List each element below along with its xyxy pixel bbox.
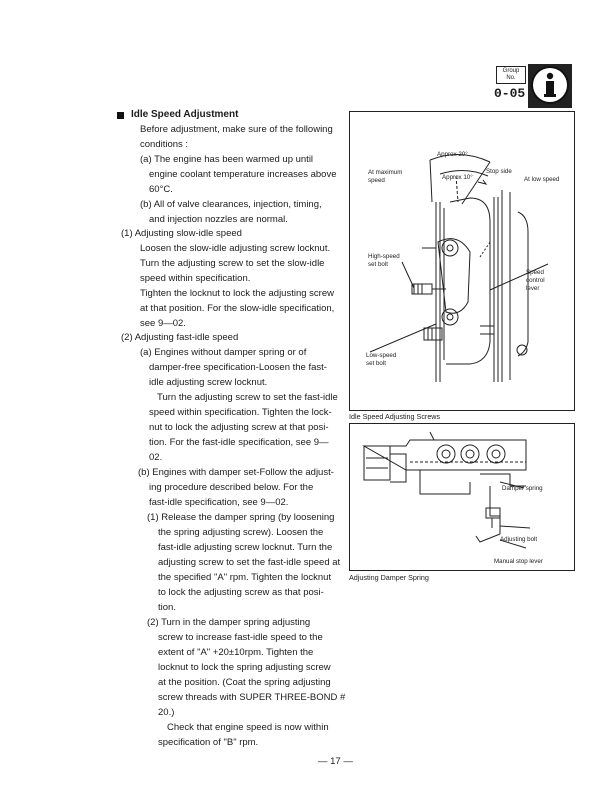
figure2-caption: Adjusting Damper Spring (349, 573, 429, 582)
figure1-caption: Idle Speed Adjusting Screws (349, 412, 441, 421)
body-line: speed within specification. Tighten the lock- (149, 407, 332, 418)
low-speed-set-bolt-label: set bolt (366, 360, 386, 367)
body-line: speed within specification. (140, 273, 251, 284)
body-line: the spring adjusting screw). Loosen the (158, 527, 324, 538)
body-line: Loosen the slow-idle adjusting screw locknut. (140, 243, 331, 254)
body-line: fast-idle adjusting screw locknut. Turn the (158, 542, 333, 553)
adjusting-bolt-label: Adjusting bolt (500, 536, 538, 543)
page-number: — 17 — (318, 756, 353, 767)
at-maximum-speed-label: speed (368, 177, 385, 184)
approx-10-label: Approx 10° (442, 174, 473, 181)
speed-label: Speed (526, 269, 544, 276)
group-no-label: No. (506, 75, 516, 81)
section-bullet-icon (117, 112, 124, 119)
approx-20-label: Approx 20° (437, 151, 468, 158)
body-line: conditions : (140, 139, 189, 150)
body-line: see 9—02. (140, 318, 186, 329)
body-line: the specified "A" rpm. Tighten the locknut (158, 572, 332, 583)
body-line: engine coolant temperature increases above (149, 169, 337, 180)
body-line: (1) Adjusting slow-idle speed (121, 228, 242, 239)
body-line: tion. (158, 602, 176, 613)
idle-speed-figure (349, 111, 575, 411)
body-line: (1) Release the damper spring (by loosening (147, 512, 335, 523)
at-low-speed-label: At low speed (524, 176, 560, 183)
body-line: damper-free specification-Loosen the fast- (149, 362, 327, 373)
body-line: 20.) (158, 707, 175, 718)
body-line: extent of "A" +20±10rpm. Tighten the (158, 647, 314, 658)
body-line: 60°C. (149, 184, 173, 195)
body-line: ing procedure described below. For the (149, 482, 314, 493)
body-line: (b) All of valve clearances, injection, timing, (140, 199, 322, 210)
high-speed-label: High-speed (368, 253, 400, 260)
body-line: to lock the adjusting screw as that posi- (158, 587, 324, 598)
damper-spring-label: Damper spring (502, 485, 543, 492)
control-label: control (526, 277, 545, 284)
stop-side-label: Stop side (486, 168, 512, 175)
damper-spring-diagram (350, 424, 574, 570)
body-line: screw threads with SUPER THREE-BOND # (158, 692, 346, 703)
body-line: Turn the adjusting screw to set the slow-idle (140, 258, 325, 269)
body-line: Before adjustment, make sure of the following (140, 124, 333, 135)
at-maximum-label: At maximum (368, 169, 403, 176)
group-code: 0-05 (494, 86, 526, 101)
body-line: at that position. For the slow-idle specification, (140, 303, 335, 314)
body-line: Tighten the locknut to lock the adjusting screw (140, 288, 334, 299)
section-title: Idle Speed Adjustment (131, 109, 239, 120)
body-line: at the position. (Coat the spring adjusting (158, 677, 331, 688)
body-line: (2) Turn in the damper spring adjusting (147, 617, 311, 628)
group-label: Group (502, 68, 520, 74)
body-line: locknut to lock the spring adjusting screw (158, 662, 331, 673)
body-line: adjusting screw to set the fast-idle speed at (158, 557, 341, 568)
body-line: (b) Engines with damper set-Follow the adjust- (138, 467, 334, 478)
body-line: fast-idle specification, see 9—02. (149, 497, 289, 508)
body-line: (a) The engine has been warmed up until (140, 154, 314, 165)
body-line: nut to lock the adjusting screw at that posi- (149, 422, 329, 433)
body-line: tion. For the fast-idle specification, see 9— (149, 437, 329, 448)
body-line: Check that engine speed is now within (167, 722, 329, 733)
body-line: Turn the adjusting screw to set the fast-idle (157, 392, 338, 403)
body-line: idle adjusting screw locknut. (149, 377, 268, 388)
info-icon (531, 66, 569, 104)
body-line: and injection nozzles are normal. (149, 214, 288, 225)
group-number-box (496, 66, 526, 84)
body-line: (a) Engines without damper spring or of (140, 347, 307, 358)
body-line: (2) Adjusting fast-idle speed (121, 332, 239, 343)
low-speed-label: Low-speed (366, 352, 397, 359)
body-line: 02. (149, 452, 163, 463)
damper-spring-figure (349, 423, 575, 571)
high-speed-set-bolt-label: set bolt (368, 261, 388, 268)
body-line: screw to increase fast-idle speed to the (158, 632, 323, 643)
manual-stop-lever-label: Manual stop lever (494, 558, 543, 565)
body-line: specification of "B" rpm. (158, 737, 259, 748)
lever-label: lever (526, 285, 540, 292)
